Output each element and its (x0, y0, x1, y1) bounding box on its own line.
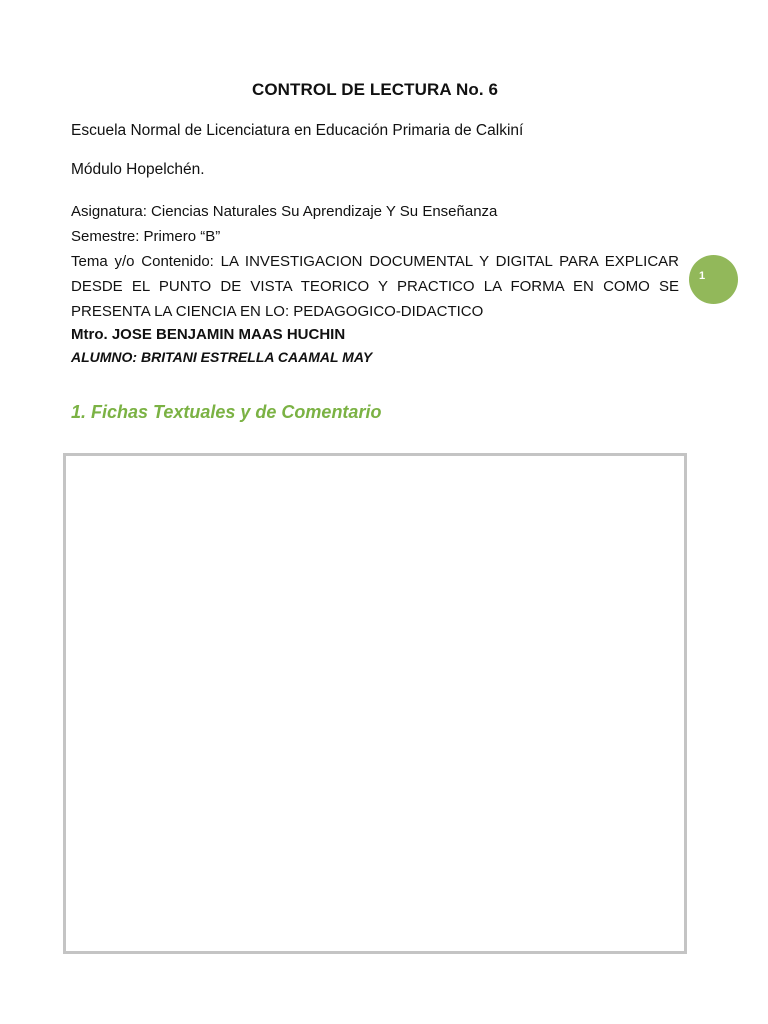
school-name: Escuela Normal de Licenciatura en Educación Primaria de Calkiní (71, 122, 524, 139)
document-title: CONTROL DE LECTURA No. 6 (251, 80, 499, 99)
answer-box (63, 453, 687, 954)
section-heading: 1. Fichas Textuales y de Comentario (71, 402, 382, 422)
topic-line: Tema y/o Contenido: LA INVESTIGACION DOCUMENTAL Y DIGITAL PARA EXPLICAR DESDE EL PUNTO DE VISTA TEORICO Y PRACTICO LA FORMA EN COMO SE PRESENTA LA CIENCIA EN LO: PEDAGOGICO-DIDACTICO (71, 253, 679, 320)
subject-line: Asignatura: Ciencias Naturales Su Aprendizaje Y Su Enseñanza (71, 203, 498, 220)
page-number-badge (689, 255, 738, 304)
course-info (71, 199, 679, 324)
semester-line: Semestre: Primero “B” (71, 228, 221, 245)
teacher-name: Mtro. JOSE BENJAMIN MAAS HUCHIN (71, 326, 346, 343)
student-name: ALUMNO: BRITANI ESTRELLA CAAMAL MAY (71, 349, 373, 365)
page-number: 1 (699, 270, 706, 282)
module-name: Módulo Hopelchén. (71, 161, 205, 178)
